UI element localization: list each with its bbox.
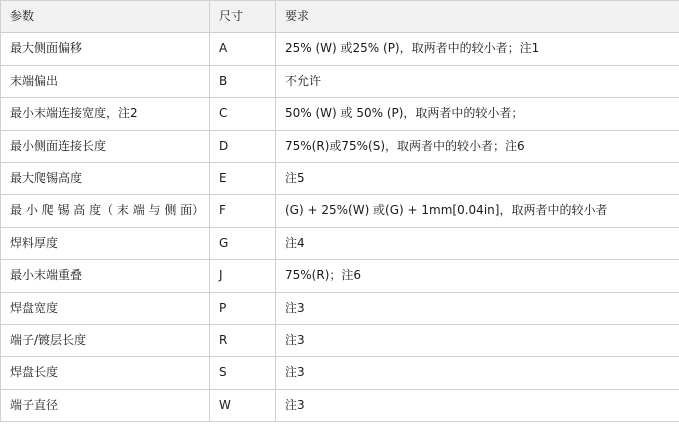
cell-parameter: 末端偏出 <box>1 65 210 97</box>
cell-requirement: 注3 <box>276 357 679 389</box>
cell-dimension: E <box>210 162 276 194</box>
cell-dimension: J <box>210 260 276 292</box>
cell-parameter: 最小末端重叠 <box>1 260 210 292</box>
cell-requirement: 注4 <box>276 227 679 259</box>
table-row <box>1 260 679 292</box>
cell-parameter: 焊盘宽度 <box>1 292 210 324</box>
cell-dimension: R <box>210 324 276 356</box>
cell-requirement: 注3 <box>276 389 679 421</box>
table-header-row <box>1 1 679 33</box>
cell-parameter: 焊盘长度 <box>1 357 210 389</box>
cell-parameter: 最小侧面连接长度 <box>1 130 210 162</box>
table-row <box>1 292 679 324</box>
cell-requirement: 不允许 <box>276 65 679 97</box>
cell-parameter: 焊料厚度 <box>1 227 210 259</box>
cell-parameter: 最小末端连接宽度，注2 <box>1 98 210 130</box>
cell-dimension: W <box>210 389 276 421</box>
cell-parameter: 最大侧面偏移 <box>1 33 210 65</box>
cell-parameter: 端子/镀层长度 <box>1 324 210 356</box>
column-header-dimension: 尺寸 <box>210 1 276 33</box>
cell-requirement: 注5 <box>276 162 679 194</box>
cell-dimension: D <box>210 130 276 162</box>
table-row <box>1 357 679 389</box>
table-row <box>1 130 679 162</box>
table-row <box>1 98 679 130</box>
cell-requirement: 75%(R)；注6 <box>276 260 679 292</box>
cell-requirement: 注3 <box>276 292 679 324</box>
table-row <box>1 195 679 227</box>
table-row <box>1 227 679 259</box>
column-header-requirement: 要求 <box>276 1 679 33</box>
column-header-param: 参数 <box>1 1 210 33</box>
cell-dimension: C <box>210 98 276 130</box>
table-row <box>1 65 679 97</box>
cell-dimension: A <box>210 33 276 65</box>
cell-parameter: 端子直径 <box>1 389 210 421</box>
table-row <box>1 33 679 65</box>
cell-requirement: 75%(R)或75%(S)，取两者中的较小者；注6 <box>276 130 679 162</box>
cell-requirement: 50% (W) 或 50% (P)，取两者中的较小者； <box>276 98 679 130</box>
table-row <box>1 162 679 194</box>
cell-requirement: (G) + 25%(W) 或(G) + 1mm[0.04in]，取两者中的较小者 <box>276 195 679 227</box>
cell-dimension: P <box>210 292 276 324</box>
table-row <box>1 324 679 356</box>
cell-parameter: 最 小 爬 锡 高 度（ 末 端 与 侧 面） <box>1 195 210 227</box>
cell-dimension: B <box>210 65 276 97</box>
cell-dimension: F <box>210 195 276 227</box>
cell-dimension: G <box>210 227 276 259</box>
table-row <box>1 389 679 421</box>
cell-parameter: 最大爬锡高度 <box>1 162 210 194</box>
cell-requirement: 25% (W) 或25% (P)，取两者中的较小者；注1 <box>276 33 679 65</box>
cell-dimension: S <box>210 357 276 389</box>
cell-requirement: 注3 <box>276 324 679 356</box>
